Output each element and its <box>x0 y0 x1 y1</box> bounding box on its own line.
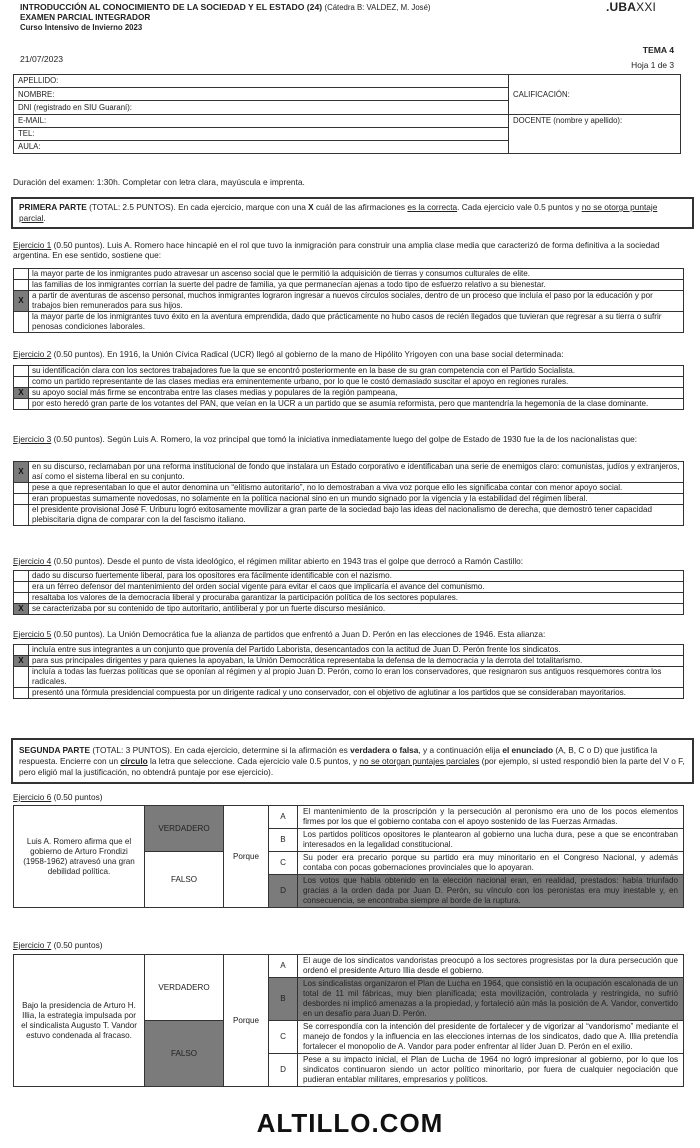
option-row[interactable] <box>14 593 684 604</box>
falso-option[interactable]: FALSO <box>145 1021 224 1087</box>
option-row[interactable] <box>14 291 684 312</box>
option-row[interactable] <box>14 388 684 399</box>
question-5-options <box>13 644 684 699</box>
part2-instr-5: (por ejemplo, si usted respondió bien la parte del V o F, pero eligió mal la justificación, no obtendrá puntaje por ese ejercicio). <box>19 755 685 777</box>
part2-enunciado: el enunciado <box>502 745 554 755</box>
option-letter[interactable]: B <box>269 978 298 1021</box>
question-7 <box>13 940 683 950</box>
option-text: Los votos que había obtenido en la elección nacional eran, en realidad, prestados: había triunfado gracias a la orden dada por Juan D. Perón, su vínculo con los peronistas era muy inestable y, en consecuencia, se encontraba siempre al borde de la ruptura. <box>298 875 684 908</box>
question-1 <box>13 240 683 261</box>
part1-instr-u1: es la correcta <box>407 202 458 212</box>
question-label: Ejercicio 1 <box>13 240 52 250</box>
answer-mark[interactable] <box>14 571 29 582</box>
question-4-options <box>13 570 684 615</box>
answer-mark[interactable] <box>14 399 29 410</box>
option-row[interactable] <box>14 645 684 656</box>
verdadero-option[interactable]: VERDADERO <box>145 955 224 1021</box>
option-row[interactable] <box>14 377 684 388</box>
option-letter[interactable]: D <box>269 1054 298 1087</box>
dni-field[interactable]: DNI (registrado en SIU Guaraní): <box>14 101 509 114</box>
part1-mark: X <box>308 202 314 212</box>
part1-instr-c: . Cada ejercicio vale 0.5 puntos y <box>457 202 580 212</box>
part1-instr-b: cuál de las afirmaciones <box>316 202 406 212</box>
answer-mark[interactable] <box>14 269 29 280</box>
option-text: Los partidos políticos opositores le plantearon al gobierno una lucha dura, pese a que se encontraban interesados en la legalidad constitucional. <box>298 829 684 852</box>
question-label: Ejercicio 5 <box>13 629 52 639</box>
option-text: a partir de aventuras de ascenso personal, muchos inmigrantes lograron ingresar a nuevos círculos sociales, dentro de un proceso que incluía el paso por la educación y por trabajos bien remunerados para sus hijos. <box>29 291 684 312</box>
option-letter[interactable]: C <box>269 852 298 875</box>
question-points: (0.50 puntos) <box>51 792 103 802</box>
answer-mark[interactable] <box>14 582 29 593</box>
part2-vf: verdadera o falsa <box>350 745 419 755</box>
porque-label: Porque <box>224 806 269 908</box>
logo-sub: XXI <box>636 0 657 14</box>
answer-mark[interactable] <box>14 366 29 377</box>
question-6-table <box>13 805 684 908</box>
exam-header <box>20 2 540 32</box>
option-text: las familias de los inmigrantes corrían la suerte del padre de familia, ya que permanecían ajenas a todo tipo de esfuerzo relativo a su bienestar. <box>29 280 684 291</box>
answer-mark[interactable] <box>14 483 29 494</box>
answer-mark[interactable] <box>14 280 29 291</box>
exam-term: Curso Intensivo de Invierno 2023 <box>20 22 143 32</box>
part2-title: SEGUNDA PARTE <box>19 745 90 755</box>
question-4 <box>13 556 683 566</box>
option-text: eran propuestas sumamente novedosas, no solamente en la política nacional sino en un mundo signado por la vigencia y la estabilidad del régimen liberal. <box>29 494 684 505</box>
exam-type: EXAMEN PARCIAL INTEGRADOR <box>20 12 151 22</box>
part1-instructions <box>11 197 694 229</box>
part1-instr-d: . <box>43 212 46 223</box>
option-row[interactable] <box>14 571 684 582</box>
question-label: Ejercicio 4 <box>13 556 52 566</box>
question-points: (0.50 puntos) <box>51 940 103 950</box>
part2-instr-4: la letra que seleccione. Cada ejercicio vale 0.5 puntos, y <box>150 755 358 766</box>
option-text: en su discurso, reclamaban por una reforma institucional de fondo que instalara un Estado corporativo e identificaban una serie de enemigos claro: comunistas, judíos y extranjeros, así como el sistema liberal en su conjunto. <box>29 462 684 483</box>
part1-title: PRIMERA PARTE <box>19 202 87 212</box>
question-1-options <box>13 268 684 333</box>
option-text: Los sindicalistas organizaron el Plan de Lucha en 1964, que consistió en la ocupación escalonada de un total de 11 mil fábricas, muy bien planificada; esta movilización, controlada y restringida, no sufrió desbordes ni implicó amenazas a la propiedad, y fortaleció aún más la posición de A. Vandor, convertido en un desafío para Juan D. Perón. <box>298 978 684 1021</box>
option-text: la mayor parte de los inmigrantes pudo atravesar un ascenso social que le permitió la adquisición de tierras y consumos culturales de elite. <box>29 269 684 280</box>
statement: Bajo la presidencia de Arturo H. Illia, la estrategia impulsada por el sindicalista Augusto T. Vandor estuvo condenada al fracaso. <box>14 955 145 1087</box>
question-6 <box>13 792 683 802</box>
answer-mark[interactable]: X <box>14 388 29 399</box>
option-letter[interactable]: D <box>269 875 298 908</box>
answer-mark[interactable]: X <box>14 656 29 667</box>
question-5 <box>13 629 683 639</box>
option-letter[interactable]: C <box>269 1021 298 1054</box>
exam-date: 21/07/2023 <box>20 54 64 64</box>
answer-mark[interactable] <box>14 312 29 333</box>
part2-instr-3: (A, B, C o D) que justifica la respuesta. Encierre con un <box>19 745 658 766</box>
question-label: Ejercicio 6 <box>13 792 52 802</box>
question-text: (0.50 puntos). Según Luis A. Romero, la voz principal que tomó la iniciativa inmediatamente luego del golpe de Estado de 1930 fue la de los nacionalistas que: <box>51 434 638 444</box>
part2-points: (TOTAL: 3 PUNTOS). <box>92 745 173 755</box>
question-text: (0.50 puntos). La Unión Democrática fue la alianza de partidos que enfrentó a Juan D. Perón en las elecciones de 1946. Esta alianza: <box>51 629 546 639</box>
option-text: Pese a su impacto inicial, el Plan de Lucha de 1964 no logró impresionar al gobierno, por lo que los sindicatos continuaron siendo un actor político minoritario, por fuera de cualquier negociación que pudieran entablar militares, empresarios y políticos. <box>298 1054 684 1087</box>
answer-mark[interactable] <box>14 505 29 526</box>
question-7-table <box>13 954 684 1087</box>
option-row[interactable] <box>14 269 684 280</box>
falso-option[interactable]: FALSO <box>145 852 224 908</box>
calificacion-field[interactable]: CALIFICACIÓN: <box>509 75 681 115</box>
answer-mark[interactable]: X <box>14 604 29 615</box>
option-row[interactable] <box>14 494 684 505</box>
question-2 <box>13 349 683 359</box>
question-label: Ejercicio 7 <box>13 940 52 950</box>
question-text: (0.50 puntos). Desde el punto de vista ideológico, el régimen militar abierto en 1943 tras el golpe que derrocó a Ramón Castillo: <box>51 556 524 566</box>
option-row[interactable] <box>14 688 684 699</box>
option-text: El mantenimiento de la proscripción y la persecución al peronismo era uno de los pocos elementos firmes por los que el gobierno contaba con el apoyo sostenido de las Fuerzas Armadas. <box>298 806 684 829</box>
answer-mark[interactable] <box>14 645 29 656</box>
exam-duration: Duración del examen: 1:30h. Completar con letra clara, mayúscula e imprenta. <box>13 177 305 187</box>
option-text: Se correspondía con la intención del presidente de fortalecer y de vigorizar al “vandorismo” mediante el manejo de fondos y la influencia en las elecciones internas de los sindicatos, dado que A. Illia pretendía fortalecer el monopolio de A. Vandor para poder enfrentar al líder Juan D. Perón en el exilio. <box>298 1021 684 1054</box>
catedra: (Cátedra B: VALDEZ, M. José) <box>324 3 431 12</box>
aula-field[interactable]: AULA: <box>14 140 509 153</box>
option-row[interactable] <box>14 312 684 333</box>
option-text: la mayor parte de los inmigrantes tuvo éxito en la aventura emprendida, dado que prácticamente no hubo casos de recién llegados que tuvieran que regresar a su tierra o sufrir penosas condiciones laborales. <box>29 312 684 333</box>
question-text: (0.50 puntos). En 1916, la Unión Cívica Radical (UCR) llegó al gobierno de la mano de Hipólito Yrigoyen con una base social determinada: <box>51 349 564 359</box>
option-row[interactable] <box>14 505 684 526</box>
option-row[interactable] <box>14 462 684 483</box>
answer-mark[interactable] <box>14 688 29 699</box>
porque-label: Porque <box>224 955 269 1087</box>
answer-mark[interactable] <box>14 667 29 688</box>
part2-instr-1: En cada ejercicio, determine si la afirmación es <box>174 745 348 755</box>
option-letter[interactable]: B <box>269 829 298 852</box>
nombre-field[interactable]: NOMBRE: <box>14 88 509 101</box>
page-indicator: Hoja 1 de 3 <box>631 60 674 70</box>
question-label: Ejercicio 3 <box>13 434 52 444</box>
option-row[interactable] <box>14 656 684 667</box>
option-letter[interactable]: A <box>269 806 298 829</box>
tema-label: TEMA 4 <box>642 45 674 55</box>
option-text: como un partido representante de las clases medias era eminentemente urbano, por lo que le costó demasiado suscitar el apoyo en regiones rurales. <box>29 377 684 388</box>
apellido-field[interactable]: APELLIDO: <box>14 75 509 88</box>
option-text: El auge de los sindicatos vandoristas preocupó a los sectores progresistas por la dura persecución que ordenó el presidente Arturo Illia desde el gobierno. <box>298 955 684 978</box>
part2-instructions <box>11 738 694 784</box>
option-letter[interactable]: A <box>269 955 298 978</box>
answer-mark[interactable]: X <box>14 291 29 312</box>
option-text: pese a que representaban lo que el autor denomina un “elitismo autoritario”, no lo demostraban a viva voz porque ello les significaba contar con menor apoyo social. <box>29 483 684 494</box>
answer-mark[interactable] <box>14 494 29 505</box>
option-row[interactable] <box>14 604 684 615</box>
option-row[interactable] <box>14 667 684 688</box>
part1-points: (TOTAL: 2.5 PUNTOS). <box>89 202 176 212</box>
option-text: se caracterizaba por su contenido de tipo autoritario, antiliberal y por un fuerte discurso mesiánico. <box>29 604 684 615</box>
verdadero-option[interactable]: VERDADERO <box>145 806 224 852</box>
question-text: (0.50 puntos). Luis A. Romero hace hincapié en el rol que tuvo la inmigración para construir una amplia clase media que caracterizó de forma definitiva a la sociedad argentina. En ese sentido, sostiene que: <box>13 240 660 261</box>
option-row[interactable] <box>14 280 684 291</box>
option-text: resaltaba los valores de la democracia liberal y procuraba garantizar la participación política de los sectores populares. <box>29 593 684 604</box>
tel-field[interactable]: TEL: <box>14 127 509 140</box>
option-text: el presidente provisional José F. Uriburu logró exitosamente movilizar a gran parte de la sociedad bajo las ideas del nacionalismo de derecha, que demostró tener capacidad plebiscitaria digna de comparar con la del fascismo italiano. <box>29 505 684 526</box>
part2-circulo: círculo <box>120 755 148 766</box>
answer-mark[interactable]: X <box>14 462 29 483</box>
option-text: incluía a todas las fuerzas políticas que se oponían al régimen y al propio Juan D. Perón, como lo eran los conservadores, que resignaron sus antiguos resquemores contra los radicales. <box>29 667 684 688</box>
question-3 <box>13 434 683 444</box>
option-row[interactable] <box>14 366 684 377</box>
part2-no-parciales: no se otorgan puntajes parciales <box>359 755 480 766</box>
option-text: para sus principales dirigentes y para quienes la apoyaban, la Unión Democrática representaba la defensa de la democracia y la derrota del totalitarismo. <box>29 656 684 667</box>
statement: Luis A. Romero afirma que el gobierno de Arturo Frondizi (1958-1962) atravesó una gran debilidad política. <box>14 806 145 908</box>
course-title <box>20 2 540 13</box>
answer-mark[interactable] <box>14 377 29 388</box>
option-text: incluía entre sus integrantes a un conjunto que provenía del Partido Laborista, desencantados con la actitud de Juan D. Perón frente los sindicatos. <box>29 645 684 656</box>
question-label: Ejercicio 2 <box>13 349 52 359</box>
docente-field[interactable]: DOCENTE (nombre y apellido): <box>509 114 681 154</box>
option-row[interactable] <box>14 399 684 410</box>
option-text: su identificación clara con los sectores trabajadores fue la que se encontró posteriormente en la base de su gran competencia con el Partido Socialista. <box>29 366 684 377</box>
student-info-table <box>13 74 681 154</box>
option-text: era un férreo defensor del mantenimiento del orden social vigente para evitar el caos que implicaría el avance del comunismo. <box>29 582 684 593</box>
option-text: su apoyo social más firme se encontraba entre las clases medias y populares de la región pampeana, <box>29 388 684 399</box>
logo-main: .UBA <box>606 0 637 14</box>
email-field[interactable]: E-MAIL: <box>14 114 509 127</box>
option-text: dado su discurso fuertemente liberal, para los opositores era fácilmente identificable con el nazismo. <box>29 571 684 582</box>
option-text: presentó una fórmula presidencial compuesta por un dirigente radical y uno conservador, con el objetivo de aglutinar a los partidos que se consideraban mayoritarios. <box>29 688 684 699</box>
uba-xxi-logo <box>606 0 656 15</box>
answer-mark[interactable] <box>14 593 29 604</box>
question-2-options <box>13 365 684 410</box>
option-row[interactable] <box>14 483 684 494</box>
altillo-watermark: ALTILLO.COM <box>256 1108 444 1138</box>
part1-instr-u2: no se otorga puntaje parcial <box>19 202 658 223</box>
part2-instr-2: , y a continuación elija <box>418 745 501 755</box>
option-text: Su poder era precario porque su partido era muy minoritario en el Congreso Nacional, y además contaba con pocas gobernaciones provinciales que lo apoyaran. <box>298 852 684 875</box>
course-name: INTRODUCCIÓN AL CONOCIMIENTO DE LA SOCIEDAD Y EL ESTADO (24) <box>20 2 323 12</box>
part1-instr-a: En cada ejercicio, marque con una <box>178 202 306 212</box>
question-3-options <box>13 461 684 526</box>
option-row[interactable] <box>14 582 684 593</box>
option-text: por esto heredó gran parte de los votantes del PAN, que veían en la UCR a un partido que se asumía reformista, pero que mantendría la hegemonía de la clase dominante. <box>29 399 684 410</box>
